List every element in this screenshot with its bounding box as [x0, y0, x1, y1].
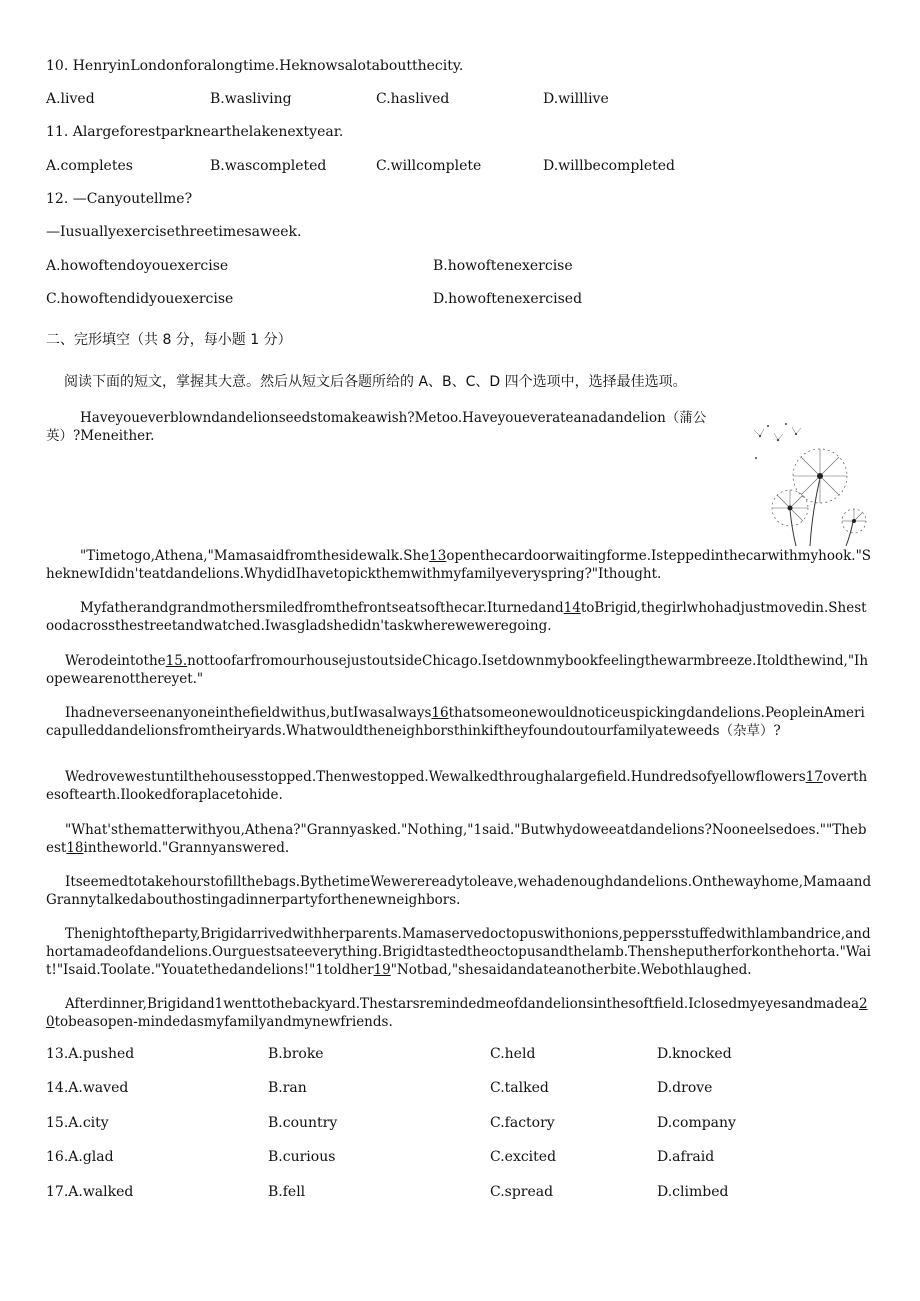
q17-option-c[interactable]: C.spread: [490, 1184, 554, 1200]
q10-option-a[interactable]: A.lived: [46, 91, 95, 107]
p9-text-2: "Notbad,"shesaidandateanotherbite.Webothlaughed.: [390, 962, 752, 978]
section-heading: 二、完形填空（共 8 分，每小题 1 分）: [46, 332, 292, 348]
q11-option-a[interactable]: A.completes: [46, 158, 133, 174]
p6-text-1: Wedrovewestuntilthehousesstopped.Thenwestopped.Wewalkedthroughalargefield.Hundredsofyellowflowers: [65, 769, 806, 785]
question-12-reply: —Iusuallyexercisethreetimesaweek.: [46, 224, 302, 240]
blank-14[interactable]: 14: [563, 600, 581, 616]
blank-15[interactable]: 15.: [165, 653, 188, 669]
q17-option-d[interactable]: D.climbed: [657, 1184, 729, 1200]
q12-option-c[interactable]: C.howoftendidyouexercise: [46, 291, 234, 307]
blank-20[interactable]: 20: [46, 996, 868, 1030]
q16-option-c[interactable]: C.excited: [490, 1149, 557, 1165]
p10-text-2: tobeasopen-mindedasmyfamilyandmynewfriends.: [54, 1014, 393, 1030]
p3-text-2: toBrigid,thegirlwhohadjustmovedin.Shestoodacrossthestreetandwatched.Iwasgladshedidn'taskwhereweweregoing.: [46, 600, 867, 634]
q16-option-b[interactable]: B.curious: [268, 1149, 336, 1165]
passage-paragraph-2: [46, 547, 872, 583]
blank-13[interactable]: 13: [429, 548, 447, 564]
q15-option-a[interactable]: 15.A.city: [46, 1115, 109, 1131]
section-instruction: 阅读下面的短文，掌握其大意。然后从短文后各题所给的 A、B、C、D 四个选项中，选择最佳选项。: [64, 374, 687, 390]
q17-option-b[interactable]: B.fell: [268, 1184, 306, 1200]
q13-option-d[interactable]: D.knocked: [657, 1046, 732, 1062]
q14-option-c[interactable]: C.talked: [490, 1080, 549, 1096]
q16-option-d[interactable]: D.afraid: [657, 1149, 715, 1165]
p2-text-1: "Timetogo,Athena,"Mamasaidfromthesidewalk.She: [80, 548, 430, 564]
q14-option-d[interactable]: D.drove: [657, 1080, 713, 1096]
q10-option-b[interactable]: B.wasliving: [210, 91, 292, 107]
q14-option-b[interactable]: B.ran: [268, 1080, 307, 1096]
q11-option-c[interactable]: C.willcomplete: [376, 158, 482, 174]
q11-option-d[interactable]: D.willbecompleted: [543, 158, 675, 174]
question-12-stem: 12. —Canyoutellme?: [46, 191, 193, 207]
blank-17[interactable]: 17: [805, 769, 823, 785]
q12-option-d[interactable]: D.howoftenexercised: [433, 291, 583, 307]
passage-paragraph-9: [46, 925, 872, 979]
q17-option-a[interactable]: 17.A.walked: [46, 1184, 134, 1200]
q15-option-b[interactable]: B.country: [268, 1115, 338, 1131]
question-10-stem: 10. HenryinLondonforalongtime.Heknowsalotaboutthecity.: [46, 58, 464, 74]
p9-text-1: Thenightoftheparty,Brigidarrivedwithherparents.Mamaservedoctopuswithonions,peppersstuffedwithlambandrice,andhortamadeofdandelions.Ourguestsateeverything.Brigidtastedtheoctopusandthelamb.Thensheputherforkonthehorta."Wait!"Isaid.Toolate."Youatethedandelions!"1toldher: [46, 926, 871, 978]
p7-text-2: intheworld."Grannyanswered.: [83, 840, 290, 856]
p4-text-1: Werodeintothe: [65, 653, 166, 669]
q14-option-a[interactable]: 14.A.waved: [46, 1080, 129, 1096]
p5-text-2: thatsomeonewouldnoticeuspickingdandelions.PeopleinAmericapulleddandelionsfromtheiryards.Whatwouldtheneighborsthinkiftheyfoundoutourfamilyateweeds（杂草）?: [46, 705, 865, 739]
passage-paragraph-3: [46, 599, 872, 635]
q13-option-c[interactable]: C.held: [490, 1046, 536, 1062]
passage-paragraph-6: [46, 768, 872, 804]
blank-18[interactable]: 18: [66, 840, 84, 856]
p6-text-2: overthesoftearth.Ilookedforaplacetohide.: [46, 769, 868, 803]
passage-paragraph-8: Itseemedtotakehourstofillthebags.BythetimeWewerereadytoleave,wehadenoughdandelions.Onthewayhome,MamaandGrannytalkedabouthostingadinnerpartyforthenewneighbors.: [46, 874, 872, 908]
dandelion-illustration: [750, 418, 880, 548]
q13-option-a[interactable]: 13.A.pushed: [46, 1046, 135, 1062]
passage-paragraph-10: [46, 995, 872, 1031]
p3-text-1: Myfatherandgrandmothersmiledfromthefrontseatsofthecar.Iturnedand: [80, 600, 564, 616]
blank-16[interactable]: 16: [431, 705, 449, 721]
q13-option-b[interactable]: B.broke: [268, 1046, 324, 1062]
q12-option-b[interactable]: B.howoftenexercise: [433, 258, 573, 274]
p4-text-2: nottoofarfromourhousejustoutsideChicago.Isetdownmybookfeelingthewarmbreeze.Itoldthewind,"Ihopewearenotthereyet.": [46, 653, 869, 687]
passage-paragraph-7: [46, 821, 872, 857]
passage-paragraph-1: Haveyoueverblowndandelionseedstomakeawish?Metoo.Haveyoueverateanadandelion（蒲公英）?Meneither.: [46, 410, 707, 444]
p10-text-1: Afterdinner,Brigidand1wenttothebackyard.Thestarsremindedmeofdandelionsinthesoftfield.Iclosedmyeyesandmadea: [65, 996, 859, 1012]
blank-19[interactable]: 19: [373, 962, 391, 978]
p2-text-2: openthecardoorwaitingforme.Isteppedinthecarwithmyhook."SheknewIdidn'teatdandelions.WhydidIhavetopickthemwithmyfamilyeveryspring?"Ithought.: [46, 548, 872, 582]
q10-option-d[interactable]: D.willlive: [543, 91, 609, 107]
q15-option-c[interactable]: C.factory: [490, 1115, 555, 1131]
q12-option-a[interactable]: A.howoftendoyouexercise: [46, 258, 229, 274]
p7-text-1: "What'sthematterwithyou,Athena?"Grannyasked."Nothing,"1said."Butwhydoweeatdandelions?Nooneelsedoes.""Thebest: [46, 822, 867, 856]
passage-paragraph-4: [46, 652, 872, 688]
q11-option-b[interactable]: B.wascompleted: [210, 158, 327, 174]
q16-option-a[interactable]: 16.A.glad: [46, 1149, 114, 1165]
passage-paragraph-5: [46, 704, 872, 740]
q10-option-c[interactable]: C.haslived: [376, 91, 450, 107]
p5-text-1: Ihadneverseenanyoneinthefieldwithus,butIwasalways: [65, 705, 432, 721]
q15-option-d[interactable]: D.company: [657, 1115, 736, 1131]
question-11-stem: 11. Alargeforestparknearthelakenextyear.: [46, 124, 344, 140]
